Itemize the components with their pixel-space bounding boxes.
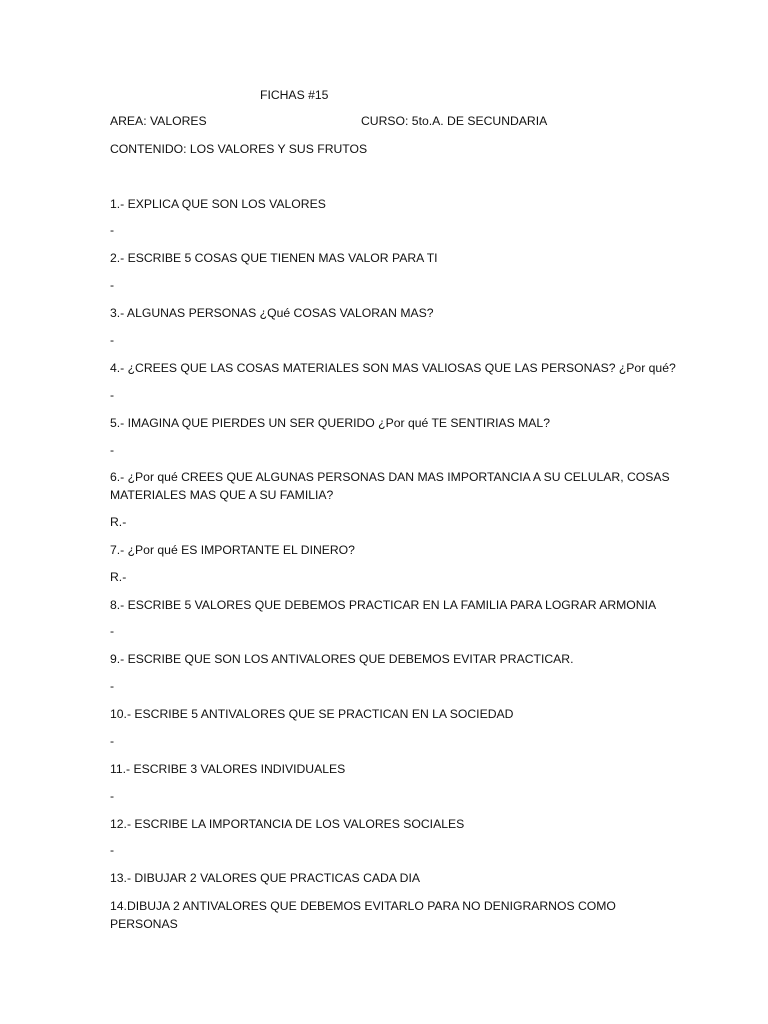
question-8: 8.- ESCRIBE 5 VALORES QUE DEBEMOS PRACTICAR EN LA FAMILIA PARA LOGRAR ARMONIA	[110, 598, 657, 612]
question-7: 7.- ¿Por qué ES IMPORTANTE EL DINERO?	[110, 543, 355, 557]
answer-10: -	[110, 734, 115, 748]
question-10: 10.- ESCRIBE 5 ANTIVALORES QUE SE PRACTICAN EN LA SOCIEDAD	[110, 707, 514, 721]
answer-5: -	[110, 443, 115, 457]
question-3: 3.- ALGUNAS PERSONAS ¿Qué COSAS VALORAN MAS?	[110, 306, 434, 320]
curso-label: CURSO: 5to.A. DE SECUNDARIA	[361, 114, 548, 128]
answer-11: -	[110, 789, 115, 803]
answer-1: -	[110, 223, 115, 237]
question-4: 4.- ¿CREES QUE LAS COSAS MATERIALES SON MAS VALIOSAS QUE LAS PERSONAS? ¿Por qué?	[110, 361, 676, 375]
question-11: 11.- ESCRIBE 3 VALORES INDIVIDUALES	[110, 762, 346, 776]
answer-2: -	[110, 278, 115, 292]
answer-7: R.-	[110, 570, 127, 584]
answer-8: -	[110, 624, 115, 638]
answer-4: -	[110, 388, 115, 402]
answer-3: -	[110, 333, 115, 347]
question-6: 6.- ¿Por qué CREES QUE ALGUNAS PERSONAS DAN MAS IMPORTANCIA A SU CELULAR, COSAS MATERIALES MAS QUE A SU FAMILIA?	[110, 470, 670, 502]
question-9: 9.- ESCRIBE QUE SON LOS ANTIVALORES QUE DEBEMOS EVITAR PRACTICAR.	[110, 652, 574, 666]
question-1: 1.- EXPLICA QUE SON LOS VALORES	[110, 197, 326, 211]
area-label: AREA: VALORES	[110, 114, 207, 128]
question-2: 2.- ESCRIBE 5 COSAS QUE TIENEN MAS VALOR PARA TI	[110, 251, 438, 265]
page-title: FICHAS #15	[260, 88, 329, 102]
answer-9: -	[110, 679, 115, 693]
question-14: 14.DIBUJA 2 ANTIVALORES QUE DEBEMOS EVITARLO PARA NO DENIGRARNOS COMO PERSONAS	[110, 899, 616, 931]
contenido-label: CONTENIDO: LOS VALORES Y SUS FRUTOS	[110, 142, 368, 156]
answer-12: -	[110, 843, 115, 857]
answer-6: R.-	[110, 515, 127, 529]
question-13: 13.- DIBUJAR 2 VALORES QUE PRACTICAS CADA DIA	[110, 871, 420, 885]
question-12: 12.- ESCRIBE LA IMPORTANCIA DE LOS VALORES SOCIALES	[110, 817, 465, 831]
question-5: 5.- IMAGINA QUE PIERDES UN SER QUERIDO ¿Por qué TE SENTIRIAS MAL?	[110, 416, 550, 430]
